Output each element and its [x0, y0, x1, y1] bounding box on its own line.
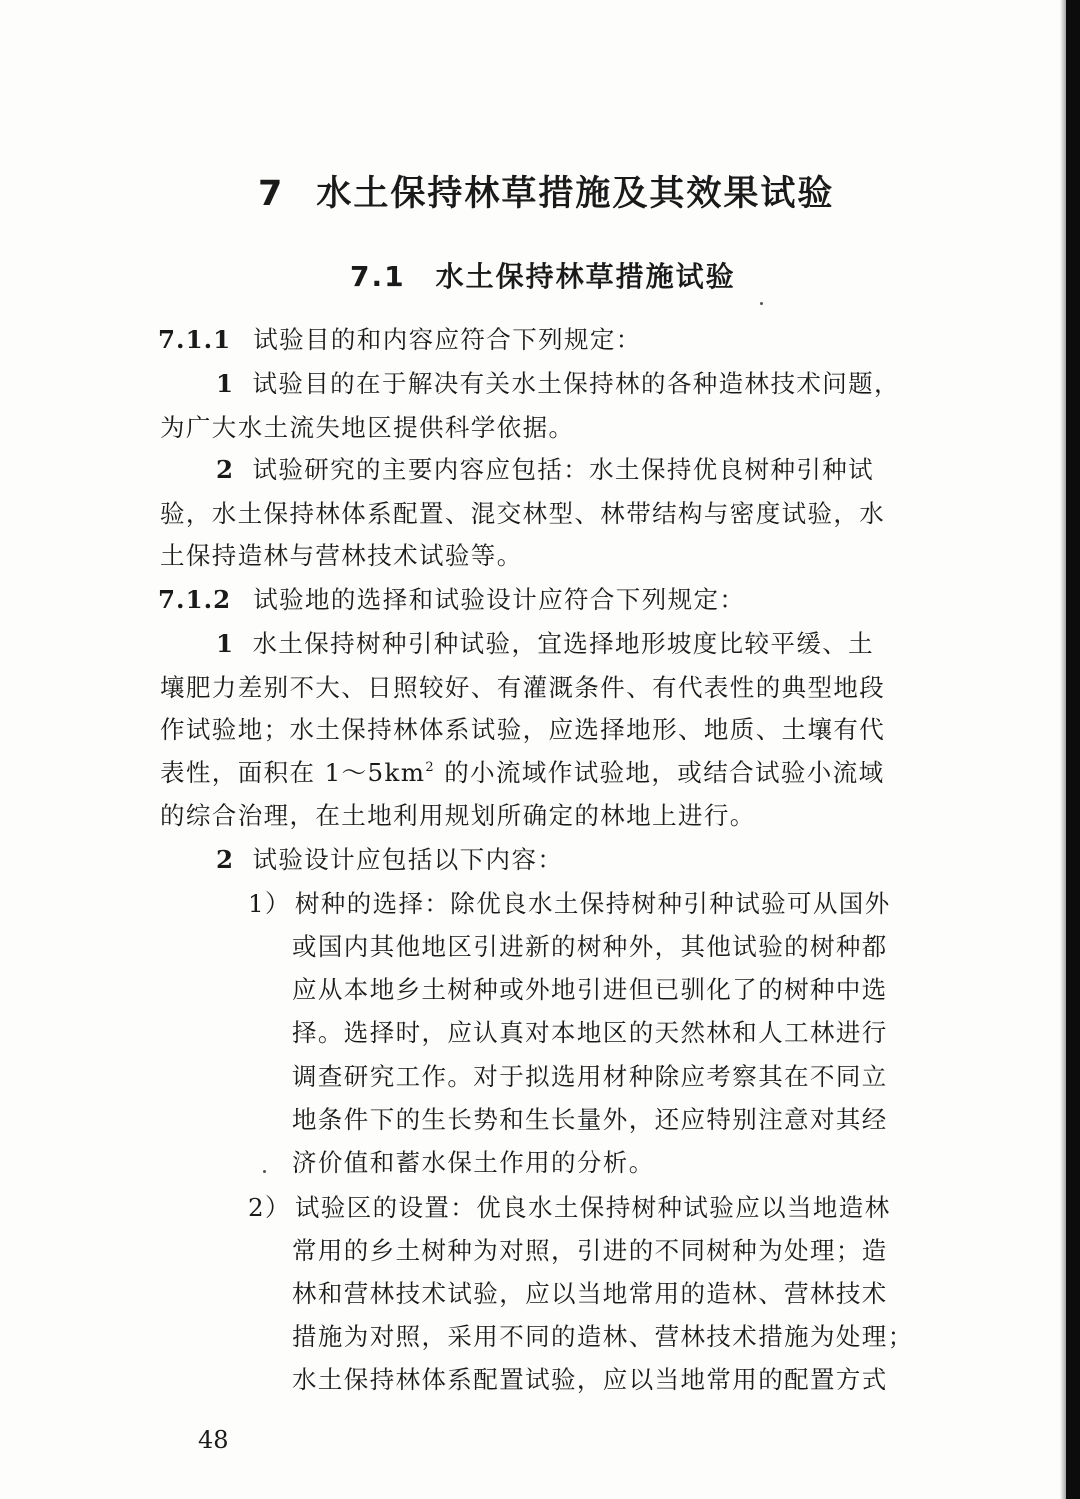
- page-number: 48: [198, 1426, 229, 1454]
- c712-item1-line4: [160, 758, 885, 787]
- c711-item2-line2: 验，水土保持林体系配置、混交林型、林带结构与密度试验，水: [160, 499, 886, 528]
- chapter-title: [258, 166, 834, 216]
- sub-item-number: 2）: [248, 1193, 291, 1222]
- clause-number: 7.1.1: [158, 325, 232, 354]
- item-number: 2: [216, 455, 235, 484]
- section-title: [350, 255, 736, 295]
- item-number: 1: [216, 369, 235, 398]
- clause-712: [158, 585, 746, 614]
- clause-text: 试验目的和内容应符合下列规定：: [253, 325, 642, 354]
- c711-item1-line1: [216, 369, 900, 398]
- clause-number: 7.1.2: [158, 585, 232, 614]
- c711-item2-line3: 土保持造林与营林技术试验等。: [160, 541, 523, 570]
- sub-item-number: 1）: [248, 889, 291, 918]
- paragraph-text: 的小流域作试验地，或结合试验小流域: [435, 758, 885, 787]
- sub2-line2: 常用的乡土树种为对照，引进的不同树种为处理；造: [292, 1236, 888, 1265]
- paragraph-text: 试验目的在于解决有关水土保持林的各种造林技术问题，: [252, 369, 900, 398]
- section-number: 7.1: [350, 260, 406, 293]
- c712-item1-line5: 的综合治理，在土地利用规划所确定的林地上进行。: [160, 801, 756, 830]
- sub1-line7: 济价值和蓄水保土作用的分析。: [292, 1148, 655, 1177]
- sub1-line3: 应从本地乡土树种或外地引进但已驯化了的树种中选: [292, 975, 888, 1004]
- sub2-line4: 措施为对照，采用不同的造林、营林技术措施为处理；: [292, 1322, 914, 1351]
- sub1-line5: 调查研究工作。对于拟选用材种除应考察其在不同立: [292, 1062, 888, 1091]
- c711-item2-line1: [216, 455, 875, 484]
- item-number: 1: [216, 629, 235, 658]
- c711-item1-line2: 为广大水土流失地区提供科学依据。: [160, 413, 575, 442]
- sub2-line1: [248, 1193, 891, 1222]
- paragraph-text: 试验研究的主要内容应包括：水土保持优良树种引种试: [252, 455, 875, 484]
- chapter-title-text: 水土保持林草措施及其效果试验: [316, 174, 835, 214]
- superscript: 2: [425, 760, 436, 775]
- section-title-text: 水土保持林草措施试验: [435, 260, 736, 293]
- paragraph-text: 试验设计应包括以下内容：: [252, 845, 564, 874]
- sub1-line2: 或国内其他地区引进新的树种外，其他试验的树种都: [292, 932, 888, 961]
- scan-speck: [760, 302, 763, 305]
- clause-text: 试验地的选择和试验设计应符合下列规定：: [253, 585, 746, 614]
- chapter-number: 7: [258, 174, 285, 214]
- c712-item1-line3: 作试验地；水土保持林体系试验，应选择地形、地质、土壤有代: [160, 715, 886, 744]
- paragraph-text: 试验区的设置：优良水土保持树种试验应以当地造林: [294, 1193, 891, 1222]
- sub1-line1: [248, 889, 891, 918]
- clause-711: [158, 325, 642, 354]
- scan-binding-edge: [1066, 0, 1080, 1499]
- paragraph-text: 水土保持树种引种试验，宜选择地形坡度比较平缓、土: [252, 629, 875, 658]
- item-number: 2: [216, 845, 235, 874]
- paragraph-text: 表性，面积在 1～5km: [160, 758, 426, 787]
- sub1-line6: 地条件下的生长势和生长量外，还应特别注意对其经: [292, 1105, 888, 1134]
- scan-speck: [263, 1170, 266, 1173]
- c712-item1-line2: 壤肥力差别不大、日照较好、有灌溉条件、有代表性的典型地段: [160, 673, 886, 702]
- c712-item1-line1: [216, 629, 875, 658]
- sub2-line3: 林和营林技术试验，应以当地常用的造林、营林技术: [292, 1279, 888, 1308]
- sub2-line5: 水土保持林体系配置试验，应以当地常用的配置方式: [292, 1365, 888, 1394]
- sub1-line4: 择。选择时，应认真对本地区的天然林和人工林进行: [292, 1018, 888, 1047]
- paragraph-text: 树种的选择：除优良水土保持树种引种试验可从国外: [294, 889, 891, 918]
- c712-item2-line1: [216, 845, 564, 874]
